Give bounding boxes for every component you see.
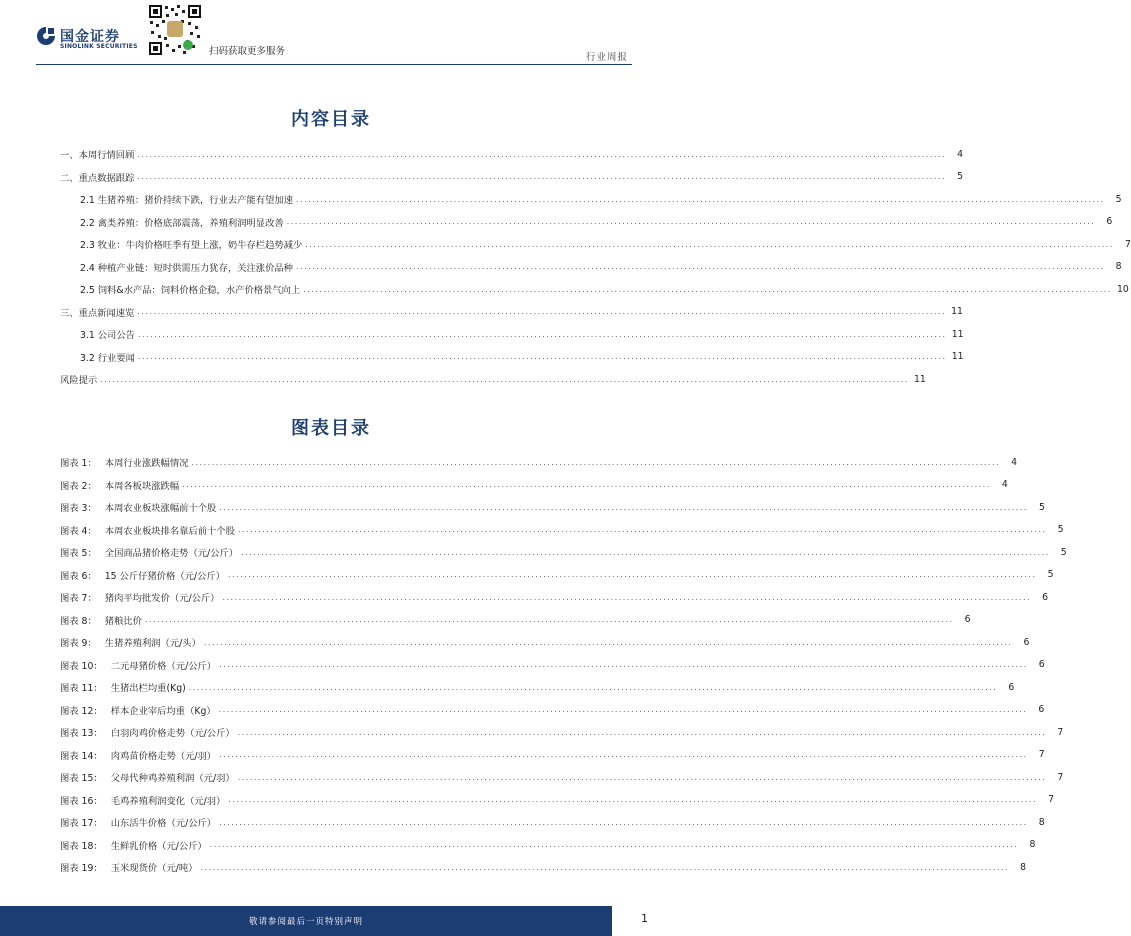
page-ref: 6	[964, 614, 971, 626]
dot-leader: ........................................................................................................................................................................................................	[191, 457, 1001, 467]
figure-label: 本周各板块涨跌幅	[104, 480, 180, 492]
dot-leader: ........................................................................................................................................................................................................	[137, 352, 947, 362]
figure-entry[interactable]	[60, 631, 1030, 654]
figure-label: 二元母猪价格（元/公斤）	[110, 660, 217, 672]
figure-number: 图表 2：	[60, 480, 97, 492]
brand-logo-icon	[36, 26, 56, 46]
dot-leader: ........................................................................................................................................................................................................	[305, 239, 1114, 249]
figure-label: 肉鸡苗价格走势（元/羽）	[110, 750, 217, 762]
figure-label: 本周农业板块涨幅前十个股	[104, 503, 217, 515]
figures-list	[60, 451, 1067, 879]
dot-leader: ........................................................................................................................................................................................................	[219, 817, 1028, 827]
page-ref: 7	[1048, 794, 1054, 806]
figure-entry[interactable]	[60, 834, 1036, 857]
report-type: 行业周报	[585, 52, 628, 63]
contents-label: 2.2 禽类养殖：价格底部震荡，养殖利润明显改善	[80, 217, 284, 229]
figure-label: 生猪养殖利润（元/头）	[104, 638, 201, 650]
dot-leader: ........................................................................................................................................................................................................	[188, 682, 998, 692]
page-ref: 11	[951, 351, 964, 363]
figure-number: 图表 17：	[60, 818, 103, 830]
contents-entry[interactable]	[60, 143, 963, 166]
figure-number: 图表 14：	[60, 750, 103, 762]
page-ref: 8	[1115, 261, 1122, 273]
page-ref: 4	[1001, 479, 1008, 491]
page-ref: 8	[1020, 861, 1027, 873]
header-divider	[36, 64, 632, 65]
qr-caption: 扫码获取更多服务	[209, 46, 286, 57]
page-ref: 6	[1023, 636, 1030, 648]
page-number: 1	[641, 912, 648, 925]
dot-leader: ........................................................................................................................................................................................................	[286, 217, 1096, 227]
dot-leader: ........................................................................................................................................................................................................	[295, 194, 1105, 204]
figure-number: 图表 15：	[60, 773, 103, 785]
page-ref: 6	[1038, 704, 1045, 716]
brand-name-cn: 国金证券	[60, 29, 120, 45]
figure-number: 图表 8：	[60, 615, 97, 627]
contents-entry[interactable]	[60, 188, 1122, 211]
page-ref: 7	[1057, 771, 1064, 783]
figure-entry[interactable]	[60, 564, 1054, 587]
page-ref: 5	[1057, 524, 1064, 536]
dot-leader: ........................................................................................................................................................................................................	[137, 329, 947, 339]
figure-number: 图表 19：	[60, 863, 103, 875]
contents-entry[interactable]	[60, 256, 1122, 279]
figure-label: 白羽肉鸡价格走势（元/公斤）	[110, 728, 235, 740]
contents-label: 2.1 生猪养殖：猪价持续下跌，行业去产能有望加速	[80, 195, 293, 207]
dot-leader: ........................................................................................................................................................................................................	[203, 637, 1013, 647]
figure-entry[interactable]	[60, 699, 1045, 722]
figure-number: 图表 1：	[60, 458, 97, 470]
figure-number: 图表 5：	[60, 548, 97, 560]
contents-title: 内容目录	[291, 109, 371, 130]
dot-leader: ........................................................................................................................................................................................................	[241, 547, 1050, 557]
figure-label: 山东活牛价格（元/公斤）	[110, 818, 217, 830]
figure-label: 猪粮比价	[104, 615, 142, 627]
page-ref: 5	[1039, 501, 1045, 513]
figure-entry[interactable]	[60, 811, 1045, 834]
contents-entry[interactable]	[60, 233, 1131, 256]
figure-entry[interactable]	[60, 451, 1018, 474]
page-ref: 7	[1057, 726, 1064, 738]
figure-entry[interactable]	[60, 766, 1064, 789]
page-ref: 11	[913, 373, 926, 385]
figure-entry[interactable]	[60, 856, 1027, 879]
dot-leader: ........................................................................................................................................................................................................	[237, 727, 1047, 737]
figure-label: 生鲜乳价格（元/公斤）	[110, 840, 207, 852]
figure-number: 图表 13：	[60, 728, 103, 740]
dot-leader: ........................................................................................................................................................................................................	[137, 307, 946, 317]
dot-leader: ........................................................................................................................................................................................................	[295, 262, 1105, 272]
figure-entry[interactable]	[60, 541, 1067, 564]
contents-label: 2.5 饲料&水产品：饲料价格企稳，水产价格景气向上	[80, 285, 301, 297]
contents-label: 二、重点数据跟踪	[60, 172, 135, 184]
figure-number: 图表 10：	[60, 660, 103, 672]
page-ref: 7	[1124, 238, 1131, 250]
figure-label: 生猪出栏均重(Kg)	[110, 683, 186, 695]
page-ref: 11	[951, 328, 964, 340]
dot-leader: ........................................................................................................................................................................................................	[303, 284, 1112, 294]
page-ref: 6	[1038, 659, 1045, 671]
dot-leader: ........................................................................................................................................................................................................	[237, 525, 1047, 535]
contents-entry[interactable]	[60, 368, 926, 391]
contents-label: 3.2 行业要闻	[80, 352, 135, 364]
page-ref: 8	[1029, 839, 1036, 851]
contents-label: 三、重点新闻速览	[60, 307, 135, 319]
figure-label: 本周农业板块排名靠后前十个股	[104, 525, 235, 537]
contents-label: 3.1 公司公告	[80, 330, 135, 342]
dot-leader: ........................................................................................................................................................................................................	[182, 480, 991, 490]
figure-label: 毛鸡养殖利润变化（元/羽）	[110, 795, 226, 807]
figure-number: 图表 18：	[60, 840, 103, 852]
figure-entry[interactable]	[60, 609, 971, 632]
contents-label: 2.4 种植产业链：短时供需压力犹存，关注涨价品种	[80, 262, 293, 274]
figure-number: 图表 3：	[60, 503, 97, 515]
figures-title: 图表目录	[291, 418, 371, 439]
page-ref: 11	[951, 306, 963, 318]
contents-entry[interactable]	[60, 346, 964, 369]
page-ref: 4	[957, 148, 963, 160]
contents-entry[interactable]	[60, 278, 1129, 301]
brand-name-en: SINOLINK SECURITIES	[60, 43, 138, 50]
dot-leader: ........................................................................................................................................................................................................	[137, 172, 946, 182]
dot-leader: ........................................................................................................................................................................................................	[228, 795, 1037, 805]
page-ref: 6	[1106, 216, 1113, 228]
dot-leader: ........................................................................................................................................................................................................	[219, 660, 1028, 670]
dot-leader: ........................................................................................................................................................................................................	[100, 374, 909, 384]
figure-entry[interactable]	[60, 474, 1008, 497]
dot-leader: ........................................................................................................................................................................................................	[227, 570, 1037, 580]
figure-entry[interactable]	[60, 654, 1045, 677]
figure-entry[interactable]	[60, 586, 1049, 609]
figure-entry[interactable]	[60, 496, 1045, 519]
figure-label: 全国商品猪价格走势（元/公斤）	[104, 548, 239, 560]
figure-number: 图表 11：	[60, 683, 103, 695]
page-ref: 6	[1042, 591, 1049, 603]
page-header	[0, 0, 662, 66]
contents-label: 风险提示	[60, 375, 98, 387]
figure-entry[interactable]	[60, 721, 1064, 744]
figure-label: 猪肉平均批发价（元/公斤）	[104, 593, 220, 605]
figure-entry[interactable]	[60, 519, 1064, 542]
figure-entry[interactable]	[60, 789, 1054, 812]
dot-leader: ........................................................................................................................................................................................................	[144, 615, 954, 625]
brand-logo	[36, 24, 136, 52]
page-ref: 5	[957, 171, 963, 183]
figure-number: 图表 12：	[60, 705, 103, 717]
figure-label: 样本企业宰后均重（Kg）	[110, 705, 216, 717]
contents-entry[interactable]	[60, 323, 964, 346]
figure-label: 15 公斤仔猪价格（元/公斤）	[104, 570, 225, 582]
page-ref: 5	[1115, 193, 1122, 205]
page-footer	[0, 906, 612, 936]
dot-leader: ........................................................................................................................................................................................................	[137, 149, 946, 159]
figure-number: 图表 7：	[60, 593, 97, 605]
footer-disclaimer: 敬请参阅最后一页特别声明	[248, 917, 363, 927]
dot-leader: ........................................................................................................................................................................................................	[219, 750, 1028, 760]
dot-leader: ........................................................................................................................................................................................................	[219, 502, 1028, 512]
page-ref: 8	[1038, 816, 1045, 828]
page-ref: 5	[1060, 546, 1067, 558]
contents-list	[60, 143, 1131, 391]
page-ref: 4	[1011, 456, 1018, 468]
dot-leader: ........................................................................................................................................................................................................	[237, 772, 1047, 782]
contents-entry[interactable]	[60, 211, 1113, 234]
page-ref: 7	[1038, 749, 1045, 761]
dot-leader: ........................................................................................................................................................................................................	[200, 862, 1010, 872]
dot-leader: ........................................................................................................................................................................................................	[218, 705, 1028, 715]
contents-entry[interactable]	[60, 166, 963, 189]
figure-label: 本周行业涨跌幅情况	[104, 458, 189, 470]
figure-label: 父母代种鸡养殖利润（元/羽）	[110, 773, 235, 785]
qr-code[interactable]	[148, 4, 202, 56]
qr-code-icon	[148, 4, 202, 56]
contents-label: 一、本周行情回顾	[60, 150, 135, 162]
figure-number: 图表 16：	[60, 795, 103, 807]
figure-entry[interactable]	[60, 676, 1015, 699]
figure-entry[interactable]	[60, 744, 1045, 767]
figure-number: 图表 4：	[60, 525, 97, 537]
figure-number: 图表 6：	[60, 570, 97, 582]
page-ref: 6	[1008, 681, 1015, 693]
contents-entry[interactable]	[60, 301, 963, 324]
dot-leader: ........................................................................................................................................................................................................	[209, 840, 1019, 850]
figure-label: 玉米现货价（元/吨）	[110, 863, 198, 875]
page-ref: 5	[1047, 569, 1054, 581]
dot-leader: ........................................................................................................................................................................................................	[222, 592, 1032, 602]
page-ref: 10	[1116, 283, 1129, 295]
figure-number: 图表 9：	[60, 638, 97, 650]
contents-label: 2.3 牧业：牛肉价格旺季有望上涨，奶牛存栏趋势减少	[80, 240, 303, 252]
